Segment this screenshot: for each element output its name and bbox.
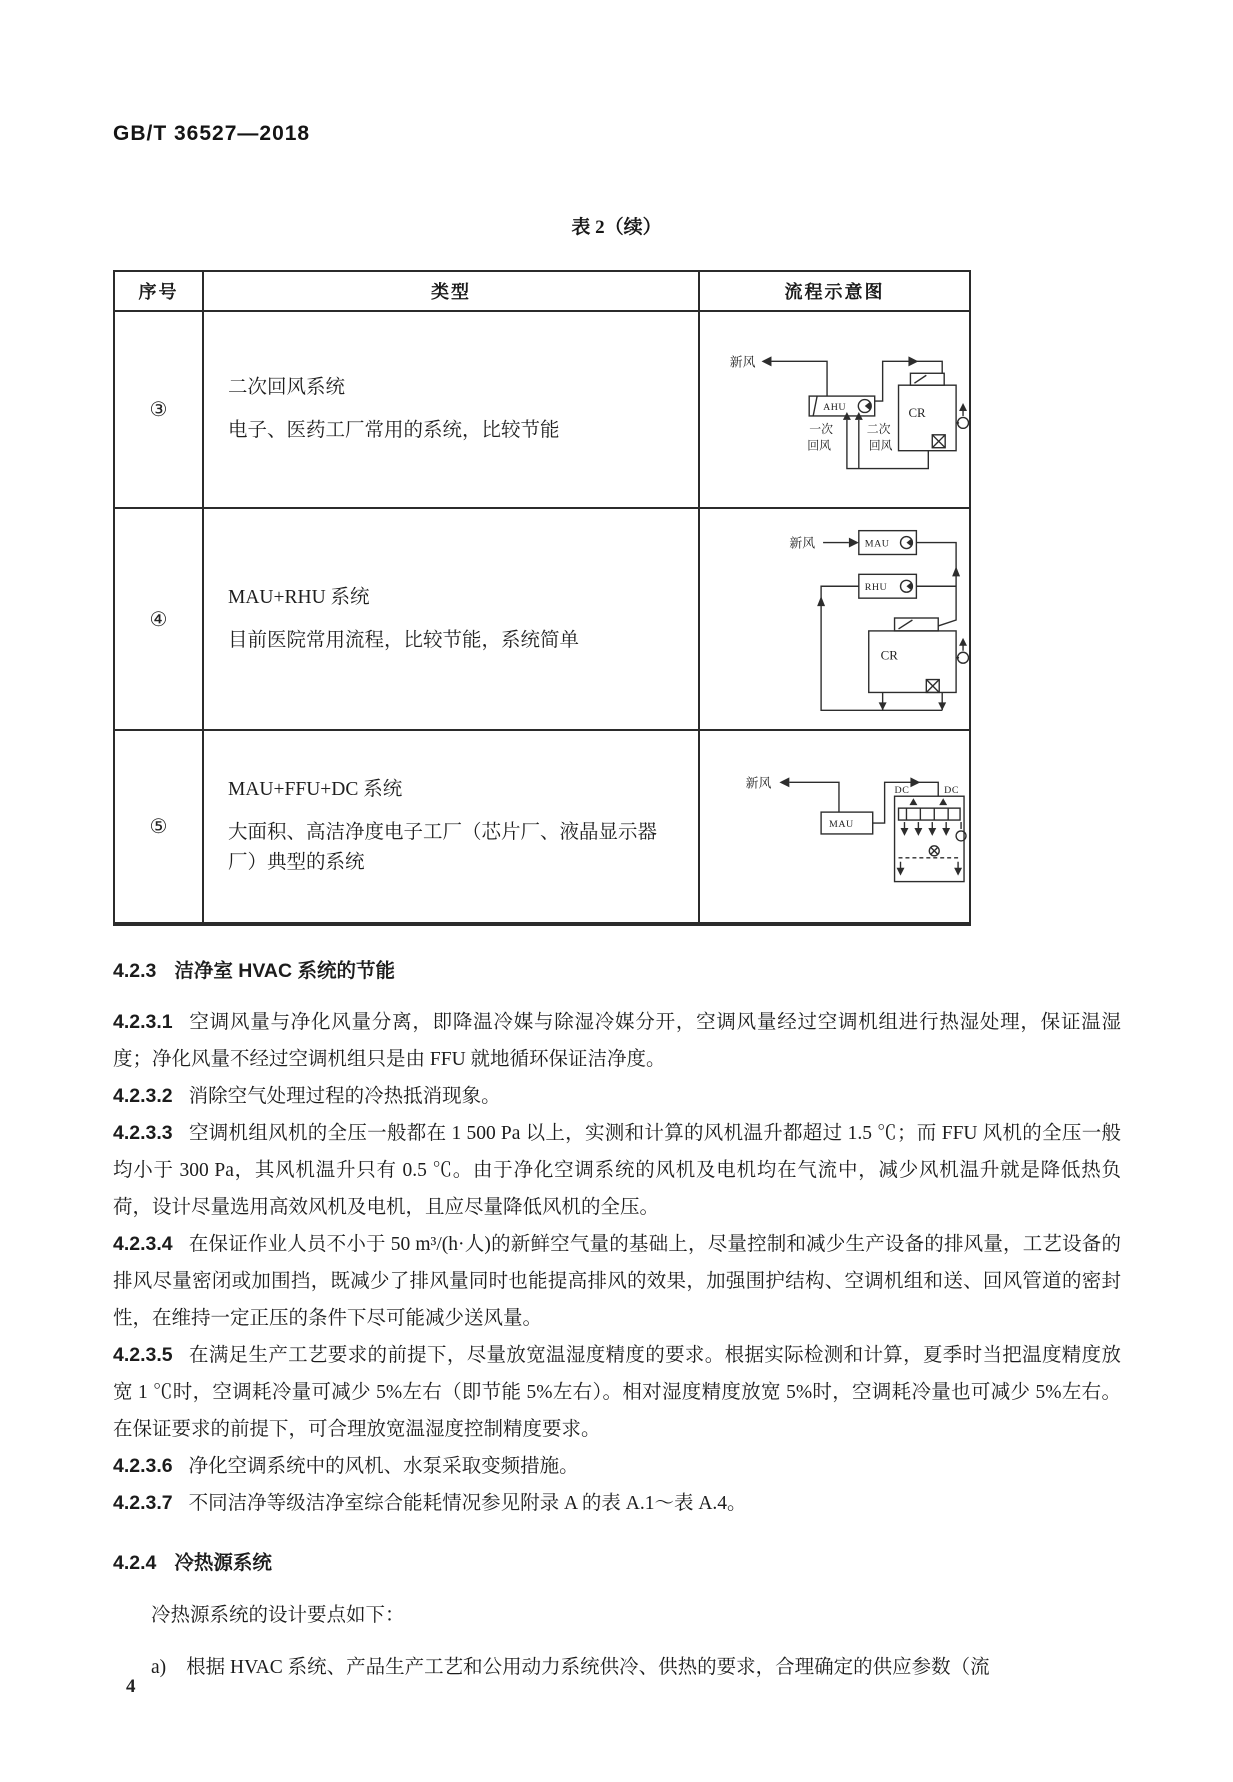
ahu-fan-blade — [865, 402, 871, 410]
fresh-air-duct — [771, 361, 827, 396]
dc-left-label: DC — [894, 785, 910, 797]
primary-return-label-1: 一次 — [809, 421, 834, 436]
clause-4-2-3-4 — [113, 1226, 1121, 1337]
mau-fan-blade — [906, 539, 912, 547]
row4-type-desc: 目前医院常用流程，比较节能，系统简单 — [228, 629, 580, 651]
cr-room-box — [899, 385, 957, 451]
mau-ffu-dc-diagram — [700, 730, 969, 923]
arrow-right-icon — [910, 777, 920, 787]
table-2-continued — [113, 270, 971, 926]
section-4-2-3-heading — [113, 956, 1121, 986]
mau-label: MAU — [864, 538, 890, 550]
row3-type-title: 二次回风系统 — [228, 377, 346, 398]
clause-text: 空调机组风机的全压一般都在 1 500 Pa 以上，实测和计算的风机温升都超过 1.5 ℃；而 FFU 风机的全压一般均小于 300 Pa，其风机温升只有 0.5 ℃。由于净化空调系统的风机及电机均在气流中，减少风机温升就是降低热负荷，设计尽量选用高效风机及电机，且应尽量降低风机的全压。 — [113, 1123, 1121, 1218]
cr-label: CR — [880, 648, 898, 663]
section-title: 洁净室 HVAC 系统的节能 — [174, 960, 396, 982]
clause-4-2-3-5 — [113, 1337, 1121, 1448]
row5-number: ⑤ — [115, 729, 202, 922]
cr-fan-icon — [958, 417, 969, 428]
row4-type-title: MAU+RHU 系统 — [228, 586, 370, 608]
row3-type-desc: 电子、医药工厂常用的系统，比较节能 — [228, 420, 560, 441]
cleanroom-box — [895, 796, 964, 881]
clause-4-2-3-3 — [113, 1115, 1121, 1226]
arrow-down-icon — [879, 702, 887, 710]
arrow-up-icon — [909, 798, 917, 805]
arrow-right-icon — [849, 538, 859, 548]
rhu-label: RHU — [864, 582, 888, 594]
cr-filter-hatch — [899, 620, 913, 629]
clause-number: 4.2.3.5 — [113, 1344, 173, 1366]
clause-4-2-3-6 — [113, 1448, 1121, 1485]
standard-number: GB/T 36527—2018 — [113, 122, 311, 145]
supply-duct — [875, 361, 942, 401]
section-title: 冷热源系统 — [174, 1552, 272, 1574]
clause-text: 空调风量与净化风量分离，即降温冷媒与除湿冷媒分开，空调风量经过空调机组进行热湿处理，保证温湿度；净化风量不经过空调机组只是由 FFU 就地循环保证洁净度。 — [113, 1012, 1121, 1070]
fresh-air-label: 新风 — [789, 536, 816, 551]
cr-filter — [910, 373, 944, 385]
clause-number: 4.2.3.2 — [113, 1085, 173, 1107]
col-header-type: 类型 — [202, 272, 698, 310]
fresh-air-duct — [789, 782, 839, 812]
section-number: 4.2.3 — [113, 960, 157, 982]
arrow-left-icon — [779, 777, 789, 787]
row3-number: ③ — [115, 310, 202, 507]
dc-right-label: DC — [944, 785, 959, 797]
body-text — [113, 956, 1121, 1686]
secondary-return-air-diagram — [700, 311, 969, 508]
row3-diagram-cell — [698, 310, 969, 507]
arrow-down-icon — [897, 868, 905, 876]
clause-text: 在保证作业人员不小于 50 m³/(h·人)的新鲜空气量的基础上，尽量控制和减少生产设备的排风量，工艺设备的排风尽量密闭或加围挡，既减少了排风量同时也能提高排风的效果，加强围护结构、空调机组和送、回风管道的密封性，在维持一定正压的条件下尽可能减少送风量。 — [113, 1234, 1121, 1329]
list-item-a — [113, 1649, 1121, 1686]
clause-text: 净化空调系统中的风机、水泵采取变频措施。 — [188, 1456, 579, 1477]
ffu-strip — [899, 808, 961, 820]
section-number: 4.2.4 — [113, 1552, 157, 1574]
clause-number: 4.2.3.7 — [113, 1492, 173, 1514]
arrow-up-icon — [952, 566, 960, 576]
cr-label: CR — [908, 405, 926, 420]
clause-number: 4.2.3.4 — [113, 1233, 173, 1255]
mau-rhu-diagram — [700, 508, 969, 730]
primary-return-label-2: 回风 — [807, 438, 832, 453]
section-4-2-4-heading — [113, 1548, 1121, 1578]
arrow-down-icon — [954, 868, 962, 876]
mau-label: MAU — [829, 818, 854, 830]
arrow-up-icon — [959, 638, 967, 646]
row5-type-desc: 大面积、高洁净度电子工厂（芯片厂、液晶显示器厂）典型的系统 — [228, 822, 658, 873]
clause-text: 消除空气处理过程的冷热抵消现象。 — [188, 1086, 501, 1107]
rhu-fan-blade — [906, 582, 912, 590]
cr-filter — [895, 618, 939, 631]
clause-number: 4.2.3.1 — [113, 1011, 173, 1033]
arrow-down-icon — [942, 828, 950, 836]
arrow-up-icon — [817, 596, 825, 606]
arrow-down-icon — [901, 828, 909, 836]
clause-number: 4.2.3.6 — [113, 1455, 173, 1477]
clause-text: 在满足生产工艺要求的前提下，尽量放宽温湿度精度的要求。根据实际检测和计算，夏季时当把温度精度放宽 1 ℃时，空调耗冷量可减少 5%左右（即节能 5%左右）。相对湿度精度放宽 5%时，空调耗冷量也可减少 5%左右。在保证要求的前提下，可合理放宽温湿度控制精度要求。 — [113, 1345, 1121, 1440]
clause-4-2-3-2 — [113, 1078, 1121, 1115]
row3-type-cell — [202, 310, 698, 507]
col-header-diagram: 流程示意图 — [698, 272, 969, 310]
supply-duct — [916, 543, 956, 626]
arrow-down-icon — [914, 828, 922, 836]
arrow-left-icon — [762, 356, 772, 366]
col-header-num: 序号 — [138, 282, 179, 302]
ahu-filter-hatch — [813, 396, 817, 416]
secondary-return-label-1: 二次 — [866, 421, 891, 436]
clause-4-2-3-7 — [113, 1485, 1121, 1522]
row5-type-title: MAU+FFU+DC 系统 — [228, 779, 403, 800]
section-4-2-4-intro: 冷热源系统的设计要点如下： — [151, 1605, 405, 1626]
row5-diagram-cell — [698, 729, 969, 922]
arrow-right-icon — [908, 356, 918, 366]
cr-filter-hatch — [914, 375, 926, 383]
clause-text: 不同洁净等级洁净室综合能耗情况参见附录 A 的表 A.1～表 A.4。 — [188, 1493, 747, 1514]
arrow-up-icon — [939, 798, 947, 805]
arrow-up-icon — [959, 403, 967, 411]
row4-diagram-cell — [698, 507, 969, 729]
fresh-air-label: 新风 — [745, 776, 772, 791]
row4-number: ④ — [115, 507, 202, 729]
clause-number: 4.2.3.3 — [113, 1122, 173, 1144]
row4-type-cell — [202, 507, 698, 729]
list-item-label: a) — [151, 1657, 167, 1678]
cr-fan-icon — [958, 652, 969, 663]
secondary-return-label-2: 回风 — [868, 438, 893, 453]
clause-4-2-3-1 — [113, 1004, 1121, 1078]
ahu-label: AHU — [823, 401, 847, 413]
arrow-down-icon — [938, 702, 946, 710]
table-title: 表 2（续） — [571, 217, 662, 238]
arrow-down-icon — [928, 828, 936, 836]
fresh-air-label: 新风 — [729, 355, 756, 370]
row5-type-cell — [202, 729, 698, 922]
list-item-text: 根据 HVAC 系统、产品生产工艺和公用动力系统供冷、供热的要求，合理确定的供应参数（流 — [186, 1657, 990, 1678]
page-number: 4 — [126, 1676, 136, 1697]
